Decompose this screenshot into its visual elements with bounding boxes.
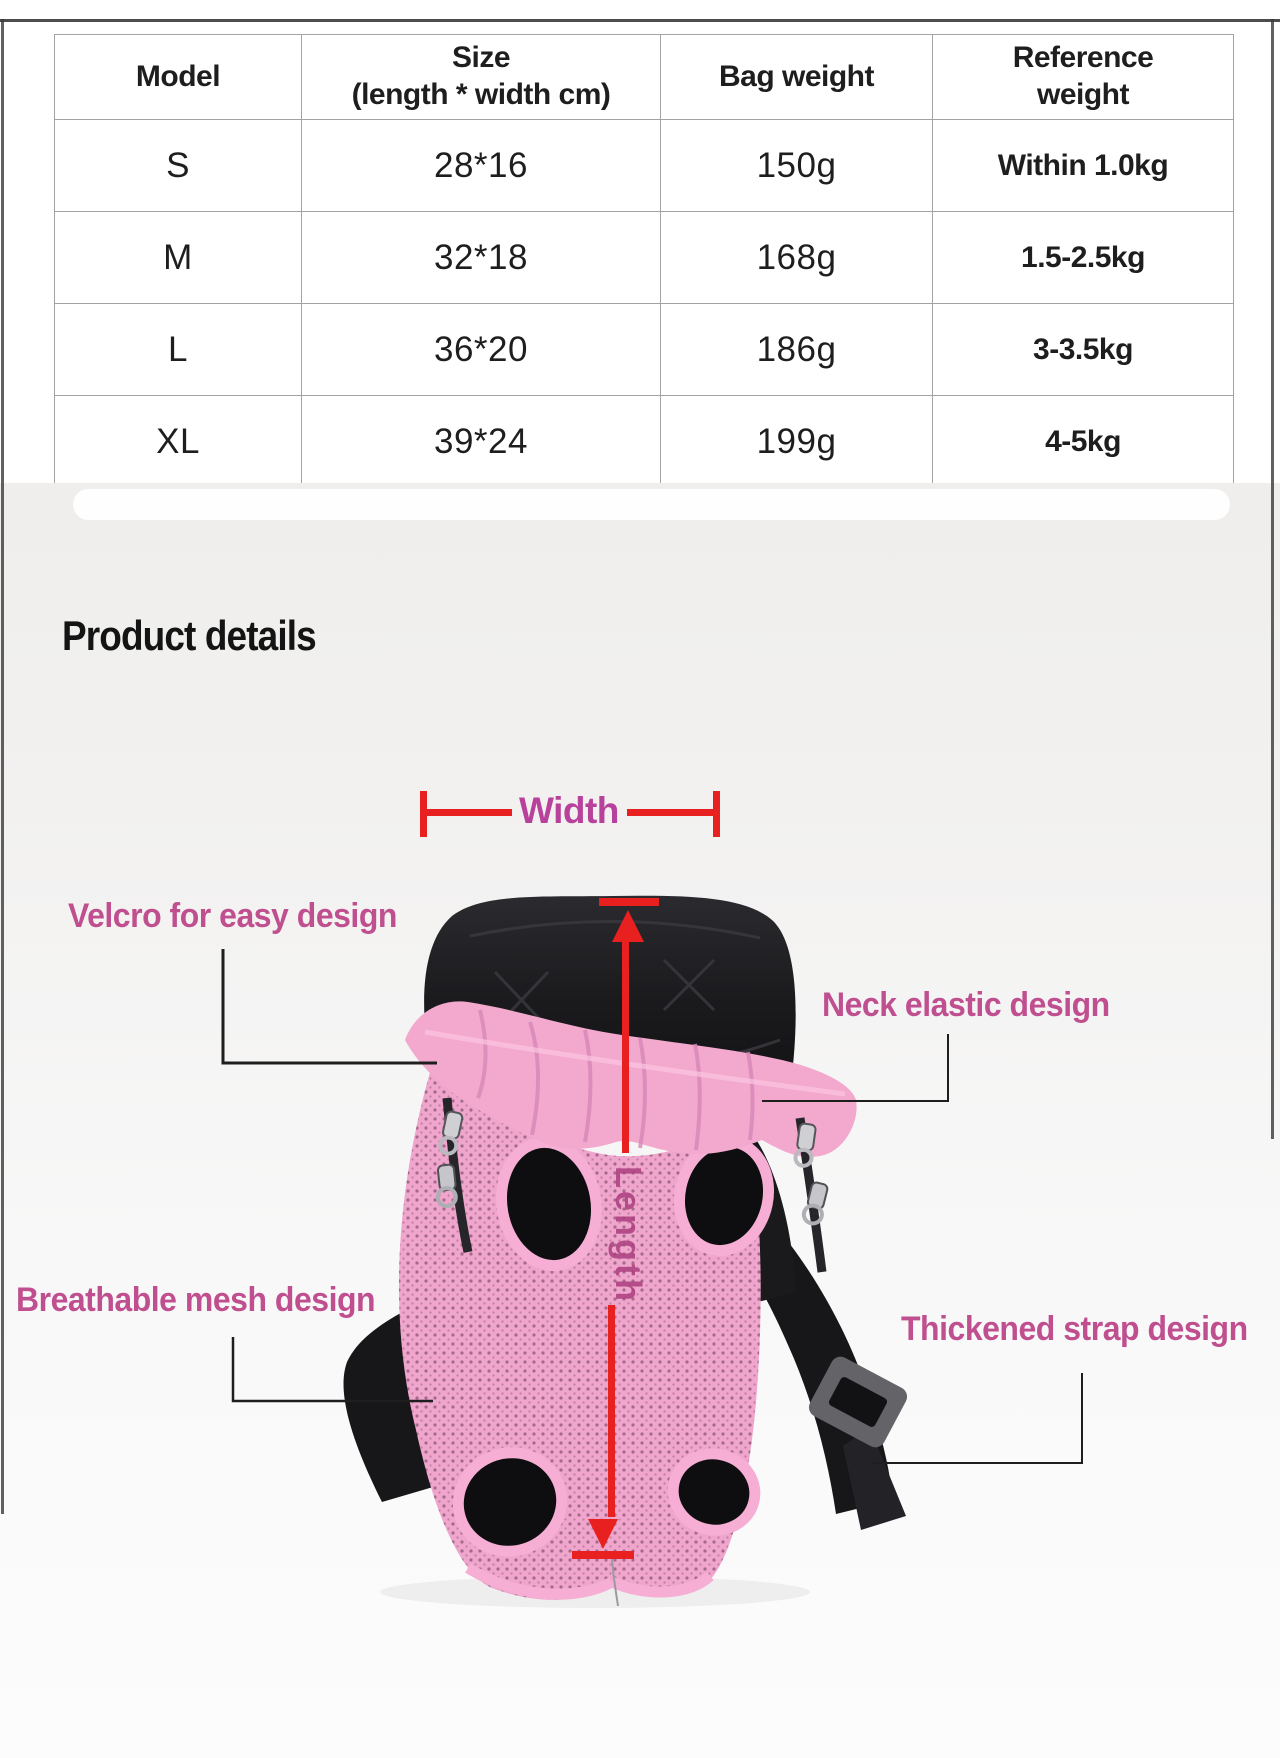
- header-model: Model: [55, 35, 302, 120]
- cell-reference-weight: Within 1.0kg: [933, 120, 1234, 212]
- cell-reference-weight: 3-3.5kg: [933, 304, 1234, 396]
- cell-bag-weight: 150g: [661, 120, 933, 212]
- callout-breathable-mesh: Breathable mesh design: [16, 1281, 376, 1319]
- cell-model: M: [55, 212, 302, 304]
- callout-thickened-strap: Thickened strap design: [901, 1310, 1248, 1348]
- cell-model: XL: [55, 396, 302, 488]
- cell-size: 36*20: [302, 304, 661, 396]
- header-bag-weight: Bag weight: [661, 35, 933, 120]
- callout-neck-elastic: Neck elastic design: [822, 986, 1110, 1024]
- header-size: Size (length * width cm): [302, 35, 661, 120]
- cell-model: L: [55, 304, 302, 396]
- cell-model: S: [55, 120, 302, 212]
- cell-bag-weight: 168g: [661, 212, 933, 304]
- width-label: Width: [519, 790, 619, 831]
- cell-size: 28*16: [302, 120, 661, 212]
- cell-bag-weight: 186g: [661, 304, 933, 396]
- section-title: Product details: [62, 612, 316, 659]
- cell-reference-weight: 1.5-2.5kg: [933, 212, 1234, 304]
- header-reference-weight: Reference weight: [933, 35, 1234, 120]
- cell-size: 32*18: [302, 212, 661, 304]
- cell-bag-weight: 199g: [661, 396, 933, 488]
- cell-size: 39*24: [302, 396, 661, 488]
- callout-velcro: Velcro for easy design: [68, 897, 397, 935]
- cell-reference-weight: 4-5kg: [933, 396, 1234, 488]
- length-label: Length: [608, 1166, 649, 1304]
